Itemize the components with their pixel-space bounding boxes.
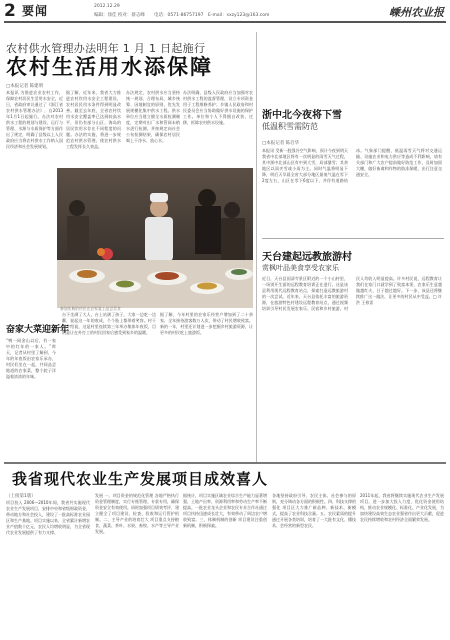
bottom-rule (4, 462, 446, 464)
masthead-logo: 嵊州农业报 (389, 6, 444, 19)
right1-text: 本报讯 受新一股强冷空气影响，预计今夜到明天我省中北部地区将有一次明显的雨雪天气过程，其中浙中北部山区有中到大雪，局部暴雪；其余地区以雨夹雪或小雨为主。同时气温将明显下降，明后天早晨全省大部分地区最低气温在零下2度左右，山区在零下6度以下，并伴有道路结冰。气象部门提醒，低温雨雪天气将对交通运输、设施农业和电力供应等造成不利影响，请有关部门和广大农户提前做好防范工作，及时加固大棚，做好畜禽和作物的防冻保暖，出行注意交通安全。 (262, 148, 442, 183)
bottom-text-col-2: 发展 一、项目资金的规范化管理 各地严格执行资金管理制度，实行专账管理、专款专用，确保资金安全有效使用。同时加强项目绩效考评，建立健全了项目建设、检查、验收和运行管护机制。二、主导产业的培育壮大 项目重点支持粮食、蔬菜、茶叶、水果、畜牧、水产等主导产业发展。 (95, 493, 179, 534)
bottom-text-col-5: 2011年起，我省将继续实施现代农业生产发展项目，进一步加大投入力度，优化资金使用结构，推动农业规模化、标准化、产业化发展，为加快建设高效生态农业强省作出更大贡献，促进农民持续增收和农村经济全面繁荣发展。 (360, 493, 444, 522)
right1-subtitle: 低温积雪需防范 (262, 122, 318, 131)
header-email: E-mail：sxzy123@163.com (208, 13, 270, 18)
right1-title: 浙中北今夜将下雪 (262, 110, 342, 121)
feature-text-col-1: “鸭一网金山以后，有一家中的红年的一家人。”昨天，记者从村里了解到，今年的年夜饭由农家乐承办，村民们坐在一起，共同品尝地道的农家菜，整个院子洋溢着浓浓的年味。 (6, 338, 56, 379)
lead-headline: 农村生活用水添保障 (6, 55, 213, 79)
lead-text-col-2: 据了解，近年来，我省大力推进农村饮用水安全工程建设，农村居民用水条件得到明显改善。截至去年底，全省农村饮用水安全覆盖率已达到较高水平，但仍有部分山区、海岛的居民饮用水存在不同程度的问题。办法的实施，将进一步规范农村供水管理，使农村供水工程发挥长久效益。 (66, 90, 121, 149)
lead-byline: □本报记者 陈建明 (6, 84, 44, 89)
lead-text-col-4: 办法明确，县级人民政府应当加强对农村供水工程的监督管理，设立专项资金用于工程维修养护；乡镇人民政府和村民委员会应当协助做好供水设施的保护工作。单位和个人不得擅自改装、迁移、拆除农村供水设施。 (183, 90, 253, 125)
right-divider (262, 238, 444, 239)
feature-text-col-2: 台下坐满了大人，台上站满了孩子，大家一边吃一边聊，说起这一年的收成，个个脸上都带着笑容。村干部介绍说，这是村里连续第三年举办集体年夜饭，目的是让在外打工的村民回家后感受到家乡的温暖。 (62, 312, 156, 335)
header-rule (4, 21, 446, 23)
section-label: 要闻 (22, 4, 49, 18)
page-number: 2 (4, 1, 16, 21)
lead-kicker: 农村供水管理办法明年 1 月 1 日起施行 (6, 42, 206, 55)
photo-caption: 参加庆典的村民在农家宴上品尝美食 (60, 306, 121, 311)
bottom-text-col-3: 据统计，项目实施区域农业综合生产能力显著增强，土地产出率、资源利用率和劳动生产率不断提高。一批农业龙头企业和农民专业合作社通过项目扶持迅速成长壮大，有效带动了周边农户增收致富。三、体制机制的创新 项目建设注重创新机制，积极探索。 (183, 493, 267, 528)
header-editor: 编辑：徐佳 校对：蔡志峰 (94, 13, 145, 18)
right2-subtitle: 赏枫叶品美食享受农家乐 (262, 264, 339, 272)
lead-text-col-1: 本报讯 为推进农业农村工作，保障农村居民生活用水安全，近日，省政府审议通过了《浙江省农村供水管理办法》，自2013年1月1日起施行。办法对农村供水工程的规划与建设、运行与管理、水源与水质保护等方面作出了规定，明确了县级以上人民政府应当将农村供水工作纳入国民经济和社会发展规划。 (6, 90, 63, 149)
right2-title: 天台建起远教旅游村 (262, 252, 352, 263)
lead-text-col-3: 办法规定，农村供水应当坚持统一规划、合理布局、城乡统筹、因地制宜的原则，优先发展规模化集中供水工程。供水单位应当建立健全水质检测制度，定期对出厂水和管网末梢水进行检测，并按规定向社会公布检测结果，确保农村居民喝上干净水、放心水。 (126, 90, 180, 143)
bottom-text-col-1: 项目投入 2006—2010年间，我省共实施现代农业生产发展项目，安排中央和省级财政资金，带动地方和社会投入，建设了一批高标准农业园区和生产基地。项目实施以来，全省累计新增农业产值数十亿元，农民人均增收明显，为全省现代农业发展提供了有力支撑。 (6, 500, 90, 535)
lead-photo (57, 168, 253, 308)
feature-title: 奋家大菜迎新年 (6, 325, 70, 335)
bottom-headline: 我省现代农业生产发展项目成效喜人 (12, 470, 269, 488)
column-divider (256, 32, 257, 462)
right2-text: 近日，天台县国清寺景区附近的一个小山村里，一场别开生面的远程教育培训正在进行。这是该县利用现代远程教育站点，探索打造远教旅游村的一次尝试。近年来，天台县依托丰富的旅游资源，在旅游特色村建设远程教育站点，通过视频培训引导村民发展农家乐、民宿和乡村旅游，村民人均收入明显提高。许多村民说，远程教育让我们在家门口就学到了致富本领，农家乐生意越做越红火，日子越过越好。下一步，该县还将继续推广这一做法，让更多的村民从中受益。□ 许 洪 王春雷 (262, 276, 442, 311)
right1-byline: □本报记者 陈启华 (262, 141, 300, 146)
header-date: 2012.12.29 (94, 4, 120, 9)
bottom-text-col-4: 各地坚持政府引导、农民主体、社会参与的原则，充分调动各方面的积极性。四、科技支撑的强化 项目区大力推广新品种、新技术、新模式，提高了农业科技含量。五、农民素质的提升 通过开展各类培训，培育了一大批有文化、懂技术、会经营的新型农民。 (272, 493, 356, 528)
bottom-byline: （上接第1版） (6, 494, 36, 499)
header-phone: 电话：0571-86757197 (154, 13, 204, 18)
feature-text-col-3: 据了解，今年村里的农家乐经营户增加到了二十余家，全年接待游客数万人次，带动了村民增收致富。新的一年，村里还计划进一步挖掘乡村旅游资源，让更多的村民吃上旅游饭。 (160, 312, 253, 335)
